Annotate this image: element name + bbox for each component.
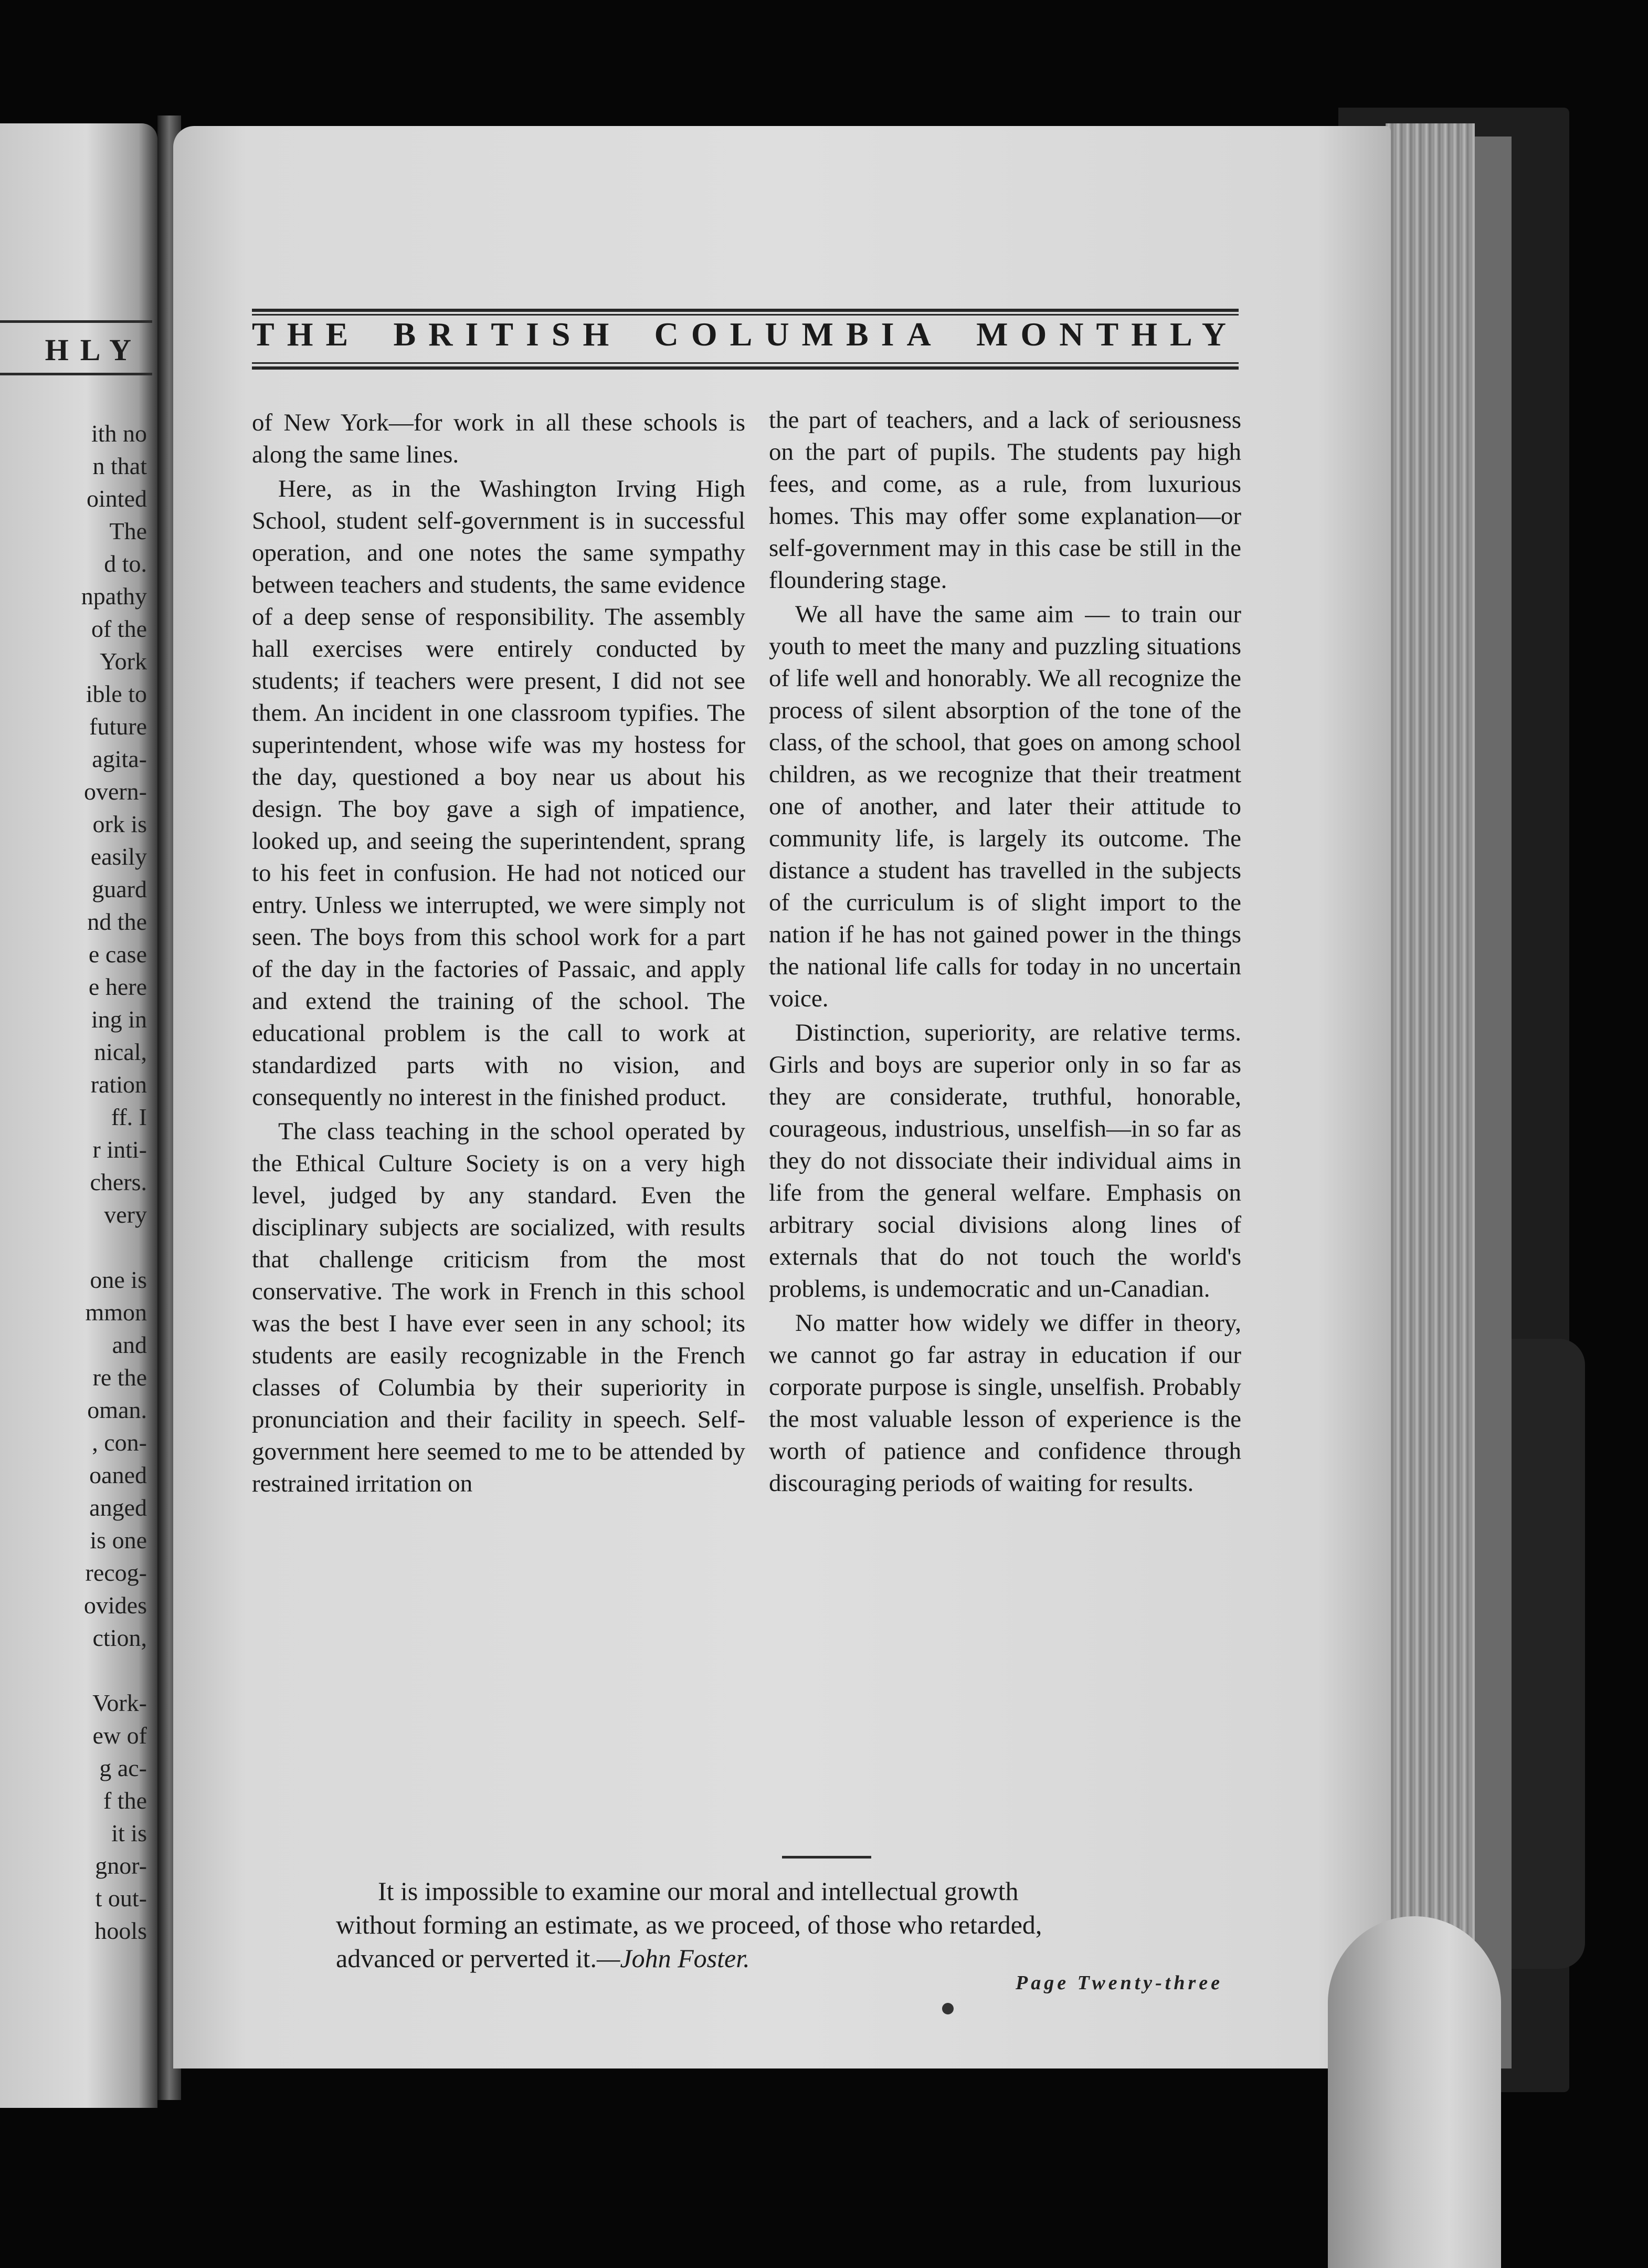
left-page-line: anged [89, 1494, 147, 1521]
left-page-line: York [100, 648, 147, 675]
left-page-line: ible to [86, 680, 147, 707]
paragraph: the part of teachers, and a lack of seriousness on the part of pupils. The students pay high fees, and come, as a rule, from luxurious homes. This may offer some explanation—or self-government may in this case be still in the floundering stage. [769, 406, 1241, 594]
running-header [252, 315, 1239, 354]
section-divider [782, 1856, 871, 1858]
left-page-line: and [112, 1331, 147, 1358]
ink-spot [942, 2003, 954, 2014]
paragraph: The class teaching in the school operated by the Ethical Culture Society is on a very high level, judged by any standard. Even the disciplinary subjects are socialized, with results that challenge criticism from the most conservative. The work in French in this school was the best I have ever seen in any school; its students are easily recognizable in the French classes of Columbia by their superiority in pronunciation and their facility in speech. Self-government here seemed to me to be attended by restrained irritation on [252, 1118, 745, 1497]
left-page-line: guard [92, 876, 147, 902]
quote-author: —John Foster. [596, 1944, 750, 1973]
left-page-line: t out- [95, 1885, 147, 1912]
left-page-line: ork is [92, 811, 147, 837]
left-page-line: gnor- [95, 1852, 147, 1879]
left-page-line: mmon [85, 1299, 147, 1326]
left-page-line: e here [88, 973, 147, 1000]
left-page-line: ith no [91, 420, 147, 447]
left-page-line [0, 1231, 152, 1264]
left-page-line: nd the [87, 908, 147, 935]
left-page-line: ration [90, 1071, 147, 1098]
left-page-header [0, 320, 152, 375]
left-page-line: overn- [83, 778, 147, 805]
left-page-line: f the [103, 1787, 147, 1814]
left-page [0, 123, 157, 2108]
left-page-line: n that [92, 453, 147, 479]
left-page-text [0, 417, 152, 1947]
quote-line-with-author [336, 1941, 1239, 1975]
thumb-holding-page [1328, 1916, 1501, 2268]
left-page-line: it is [111, 1820, 147, 1846]
left-page-line: very [104, 1201, 147, 1228]
closing-quote [336, 1874, 1239, 1975]
left-page-line: g ac- [99, 1755, 147, 1781]
left-page-line [0, 1654, 152, 1687]
left-page-line: ointed [87, 485, 147, 512]
left-page-line: r inti- [92, 1136, 147, 1163]
left-page-line: , con- [92, 1429, 147, 1456]
left-page-line: hools [94, 1917, 147, 1944]
left-page-line: ovides [83, 1592, 147, 1619]
left-page-line: npathy [81, 583, 147, 610]
left-header-fragment: HLY [45, 333, 143, 367]
page-edge-dark [1475, 136, 1512, 2068]
paragraph: No matter how widely we differ in theory, we cannot go far astray in education if our corporate purpose is single, unselfish. Probably the most valuable lesson of experience is the worth of patience and confidence through discouraging periods of waiting for results. [769, 1309, 1241, 1497]
left-page-line: one is [90, 1266, 147, 1293]
header-word: COLUMBIA [654, 316, 944, 353]
left-page-line: chers. [90, 1169, 147, 1195]
left-page-line: oaned [89, 1462, 147, 1488]
left-page-line: future [89, 713, 147, 740]
left-page-line: nical, [94, 1038, 147, 1065]
paragraph: of New York—for work in all these schools is along the same lines. [252, 409, 745, 468]
header-word: THE [252, 316, 361, 353]
left-page-line: ew of [92, 1722, 147, 1749]
left-page-line: agita- [92, 746, 147, 772]
left-page-line: Vork- [92, 1689, 147, 1716]
left-page-line: of the [91, 615, 147, 642]
left-page-line: re the [92, 1364, 147, 1391]
left-page-line: ing in [91, 1006, 147, 1033]
quote-line: advanced or perverted it. [336, 1944, 597, 1973]
right-column [769, 404, 1241, 1502]
header-word: BRITISH [393, 316, 622, 353]
header-word: MONTHLY [976, 316, 1239, 353]
left-column [252, 407, 745, 1502]
left-page-line: easily [90, 843, 147, 870]
left-page-line: The [109, 518, 147, 544]
quote-line: without forming an estimate, as we proceed, of those who retarded, [336, 1910, 1042, 1939]
quote-line: It is impossible to examine our moral and intellectual growth [378, 1876, 1019, 1906]
header-rule-bottom [252, 366, 1239, 370]
paragraph: Here, as in the Washington Irving High School, student self-government is in successful operation, and one notes the same sympathy between teachers and students, the same evidence of a deep sense of responsibility. The assembly hall exercises were entirely conducted by students; if teachers were present, I did not see them. An incident in one classroom typifies. The superintendent, whose wife was my hostess for the day, questioned a boy near us about his design. The boy gave a sigh of impatience, looked up, and seeing the superintendent, sprang to his feet in confusion. He had not noticed our entry. Unless we interrupted, we were simply not seen. The boys from this school work for a part of the day in the factories of Passaic, and apply and extend the training of the school. The educational problem is the call to work at standardized parts with no vision, and consequently no interest in the finished product. [252, 475, 745, 1111]
left-page-line: oman. [87, 1396, 147, 1423]
left-page-line: ff. I [111, 1104, 147, 1130]
paragraph: We all have the same aim — to train our youth to meet the many and puzzling situations of life well and honorably. We all recognize the process of silent absorption of the tone of the class, of the school, that goes on among school children, as we recognize that their treatment one of another, and later their attitude to community life, is largely its outcome. The distance a student has travelled in the subjects of the curriculum is of slight import to the nation if he has not gained power in the things the national life calls for today in no uncertain voice. [769, 601, 1241, 1012]
header-rule-bottom-thin [252, 362, 1239, 364]
page-number: Page Twenty-three [1016, 1972, 1223, 1994]
header-rule-top [252, 309, 1239, 312]
paragraph: Distinction, superiority, are relative terms. Girls and boys are superior only in so far as they are considerate, truthful, honorable, courageous, industrious, unselfish—in so far as they do not dissociate their individual aims in life from the general welfare. Emphasis on arbitrary social divisions along lines of externals that do not touch the world's problems, is undemocratic and un-Canadian. [769, 1019, 1241, 1303]
left-page-line: d to. [104, 550, 147, 577]
cloth-background [1512, 1339, 1585, 1969]
left-page-line: e case [88, 941, 147, 968]
left-page-line: ction, [92, 1624, 147, 1651]
left-page-line: recog- [85, 1559, 147, 1586]
page-edges [1386, 123, 1475, 2076]
left-page-line: is one [90, 1527, 147, 1553]
